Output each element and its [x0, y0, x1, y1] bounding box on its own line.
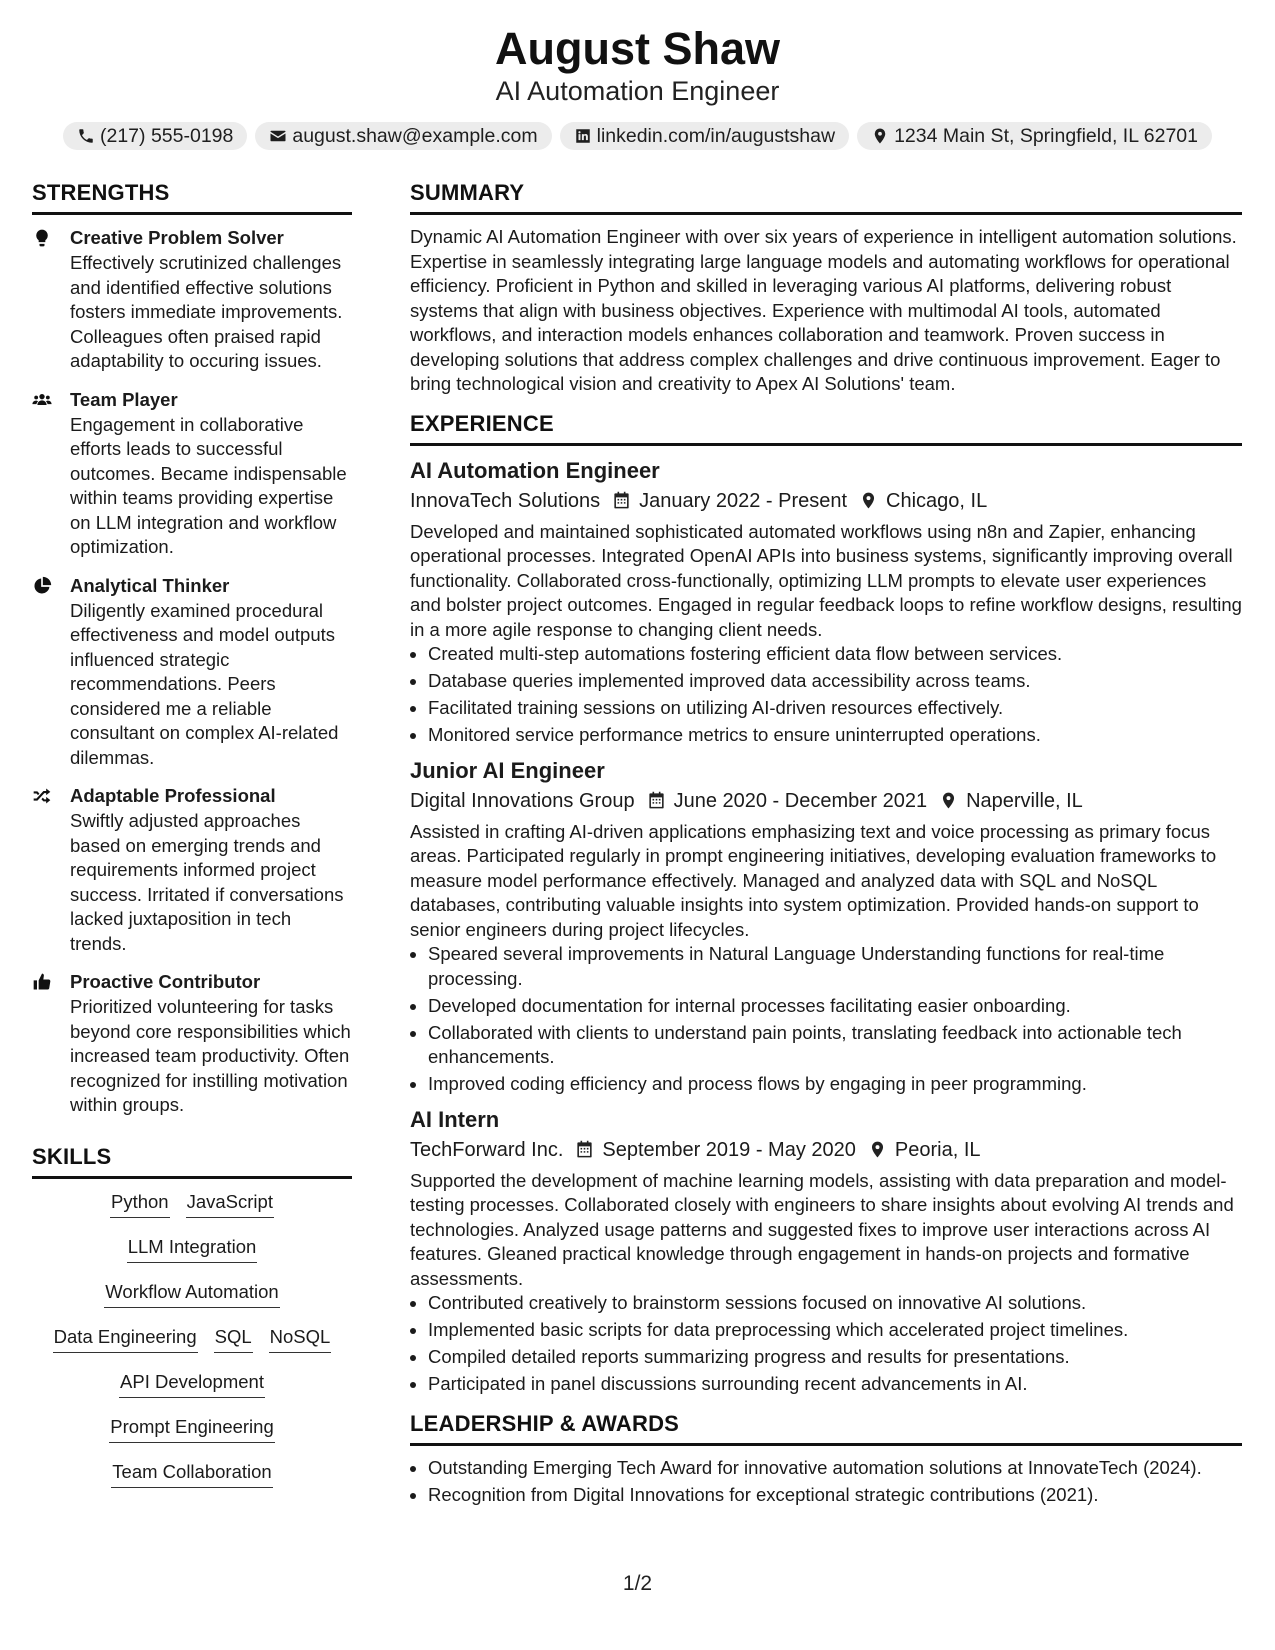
skill-tag: Prompt Engineering — [109, 1414, 275, 1443]
skill-row — [104, 1279, 279, 1324]
job-location: Naperville, IL — [966, 789, 1083, 812]
strength-title: Team Player — [70, 388, 178, 410]
awards-list — [410, 1456, 1242, 1508]
job-dates: September 2019 - May 2020 — [602, 1138, 856, 1161]
job-location: Chicago, IL — [886, 489, 988, 512]
page-number: 1/2 — [622, 1572, 653, 1595]
job-description: Supported the development of machine learning models, assisting with data preparation and model-testing processes. Collaborated closely with engineers to share insights about evolving AI trends and technologies. Analyzed usage patterns and suggested fixes to improve user interactions across AI features. Gleaned practical knowledge through engagement in hands-on projects and formative assessments. — [410, 1169, 1234, 1289]
award-item: • Recognition from Digital Innovations for exceptional strategic contributions (2021). — [428, 1483, 1242, 1508]
strength-title: Adaptable Professional — [70, 785, 276, 806]
skill-tag: LLM Integration — [127, 1234, 258, 1263]
lightbulb-icon — [32, 228, 52, 248]
strength-desc: Swiftly adjusted approaches based on emerging trends and requirements informed project success. Irritated if conversations lacked juxtaposition in tech trends. — [70, 810, 344, 954]
skill-row — [119, 1369, 265, 1414]
job-title: AI Automation Engineer — [410, 457, 660, 483]
job-company: Digital Innovations Group — [410, 789, 635, 812]
job-bullet: • Facilitated training sessions on utilizing AI-driven resources effectively. — [428, 696, 1242, 721]
job-company: TechForward Inc. — [410, 1138, 564, 1161]
shuffle-icon — [32, 786, 52, 806]
job-company: InnovaTech Solutions — [410, 489, 601, 512]
strength-desc: Engagement in collaborative efforts leads to successful outcomes. Became indispensable within teams providing expertise on LLM integration and workflow optimization. — [70, 413, 347, 557]
contact-linkedin[interactable] — [560, 122, 849, 150]
job-title: Junior AI Engineer — [410, 757, 605, 783]
resume-header — [0, 0, 1275, 150]
skill-row — [111, 1459, 272, 1504]
job-bullets — [410, 1291, 1242, 1397]
awards-heading: LEADERSHIP & AWARDS — [410, 1411, 1242, 1446]
job-dates: June 2020 - December 2021 — [673, 789, 928, 812]
calendar-icon — [647, 791, 666, 810]
job-bullet: • Collaborated with clients to understand pain points, translating feedback into actionable tech enhancements. — [428, 1021, 1242, 1070]
map-pin-icon — [939, 791, 958, 810]
job-bullet: • Monitored service performance metrics to ensure uninterrupted operations. — [428, 723, 1242, 748]
job-bullet: • Compiled detailed reports summarizing progress and results for presentations. — [428, 1345, 1242, 1370]
skill-row — [127, 1234, 258, 1279]
skill-row — [53, 1324, 332, 1369]
job-bullet: • Implemented basic scripts for data preprocessing which accelerated project timelines. — [428, 1318, 1242, 1343]
strength-title: Creative Problem Solver — [70, 227, 284, 248]
strengths-heading: STRENGTHS — [32, 180, 352, 215]
experience-entry — [410, 756, 1242, 1097]
skill-tag: Workflow Automation — [104, 1279, 279, 1308]
strength-item — [32, 573, 352, 771]
contact-address — [857, 122, 1212, 150]
strength-item — [32, 225, 352, 374]
left-column — [32, 180, 352, 1504]
candidate-title: AI Automation Engineer — [495, 76, 780, 106]
map-pin-icon — [868, 1140, 887, 1159]
skill-tag: JavaScript — [186, 1189, 274, 1218]
skill-tag: Python — [110, 1189, 170, 1218]
job-bullet: • Participated in panel discussions surrounding recent advancements in AI. — [428, 1372, 1242, 1397]
skill-row — [109, 1414, 275, 1459]
job-bullets — [410, 642, 1242, 748]
strength-item — [32, 387, 352, 560]
summary-text: Dynamic AI Automation Engineer with over six years of experience in intelligent automation solutions. Expertise in seamlessly integrating large language models and automating workflows for operational efficiency. Proficient in Python and skilled in leveraging various AI platforms, delivering robust systems that align with business objectives. Experience with multimodal AI tools, automated workflows, and interaction models enhances collaboration and teamwork. Proven success in developing solutions that address complex challenges and drive continuous improvement. Eager to bring technological vision and creativity to Apex AI Solutions' team. — [410, 226, 1237, 394]
award-item: • Outstanding Emerging Tech Award for innovative automation solutions at InnovateTech (2024). — [428, 1456, 1242, 1481]
map-pin-icon — [859, 491, 878, 510]
skills-list — [32, 1189, 352, 1504]
contact-phone-text: (217) 555-0198 — [100, 124, 234, 147]
contact-email-text: august.shaw@example.com — [292, 124, 538, 147]
job-bullet: • Database queries implemented improved data accessibility across teams. — [428, 669, 1242, 694]
envelope-icon — [269, 127, 287, 145]
contact-bar — [0, 122, 1275, 150]
skill-tag: NoSQL — [269, 1324, 332, 1353]
job-description: Assisted in crafting AI-driven applications emphasizing text and voice processing as primary focus areas. Participated regularly in prompt engineering initiatives, developing evaluation frameworks to measure model performance effectively. Managed and analyzed data with SQL and NoSQL databases, contributing valuable insights into system optimization. Provided hands-on support to senior engineers during project lifecycles. — [410, 820, 1217, 940]
job-bullet: • Improved coding efficiency and process flows by engaging in peer programming. — [428, 1072, 1242, 1097]
strength-title: Analytical Thinker — [70, 574, 230, 596]
skill-tag: API Development — [119, 1369, 265, 1398]
job-bullets — [410, 942, 1242, 1097]
job-bullet: • Speared several improvements in Natural Language Understanding functions for real-time processing. — [428, 942, 1242, 991]
job-title: AI Intern — [410, 1106, 500, 1132]
contact-email[interactable] — [255, 122, 551, 150]
job-meta — [410, 1135, 1242, 1165]
job-bullet: • Created multi-step automations fostering efficient data flow between services. — [428, 642, 1242, 667]
summary-heading: SUMMARY — [410, 180, 1242, 215]
thumbs-up-icon — [32, 972, 52, 992]
job-dates: January 2022 - Present — [639, 489, 848, 512]
strength-item — [32, 969, 352, 1118]
job-location: Peoria, IL — [894, 1138, 981, 1161]
candidate-name: August Shaw — [494, 23, 780, 74]
skill-tag: Data Engineering — [53, 1324, 198, 1353]
calendar-icon — [612, 491, 631, 510]
job-bullet: • Developed documentation for internal processes facilitating easier onboarding. — [428, 994, 1242, 1019]
skill-tag: Team Collaboration — [111, 1459, 272, 1488]
strength-item — [32, 783, 352, 956]
calendar-icon — [575, 1140, 594, 1159]
job-meta — [410, 486, 1242, 516]
skill-row — [110, 1189, 274, 1234]
skills-heading: SKILLS — [32, 1144, 352, 1179]
skill-tag: SQL — [214, 1324, 253, 1353]
right-column — [410, 180, 1242, 1510]
strength-desc: Effectively scrutinized challenges and identified effective solutions fosters immediate improvements. Colleagues often praised rapid adaptability to occuring issues. — [70, 252, 343, 371]
experience-entry — [410, 456, 1242, 748]
contact-address-text: 1234 Main St, Springfield, IL 62701 — [894, 124, 1198, 147]
experience-heading: EXPERIENCE — [410, 411, 1242, 446]
contact-phone[interactable] — [63, 122, 247, 150]
map-pin-icon — [871, 127, 889, 145]
linkedin-icon — [574, 127, 592, 145]
job-bullet: • Contributed creatively to brainstorm sessions focused on innovative AI solutions. — [428, 1291, 1242, 1316]
job-description: Developed and maintained sophisticated automated workflows using n8n and Zapier, enhancing operational processes. Integrated OpenAI APIs into business systems, significantly improving overall functionality. Collaborated cross-functionally, optimizing LLM prompts to elevate user experiences and bolster project outcomes. Engaged in regular feedback loops to refine workflow designs, resulting in a more agile response to changing client needs. — [410, 520, 1242, 640]
pie-chart-icon — [32, 576, 52, 596]
strength-title: Proactive Contributor — [70, 971, 261, 992]
contact-linkedin-text: linkedin.com/in/augustshaw — [596, 124, 836, 147]
strength-desc: Prioritized volunteering for tasks beyond core responsibilities which increased team productivity. Often recognized for instilling motivation within groups. — [70, 996, 351, 1115]
phone-icon — [77, 127, 95, 145]
job-meta — [410, 786, 1242, 816]
experience-entry — [410, 1105, 1242, 1397]
strength-desc: Diligently examined procedural effectiveness and model outputs influenced strategic recommendations. Peers considered me a reliable consultant on complex AI-related dilemmas. — [70, 599, 339, 768]
users-icon — [32, 390, 52, 410]
